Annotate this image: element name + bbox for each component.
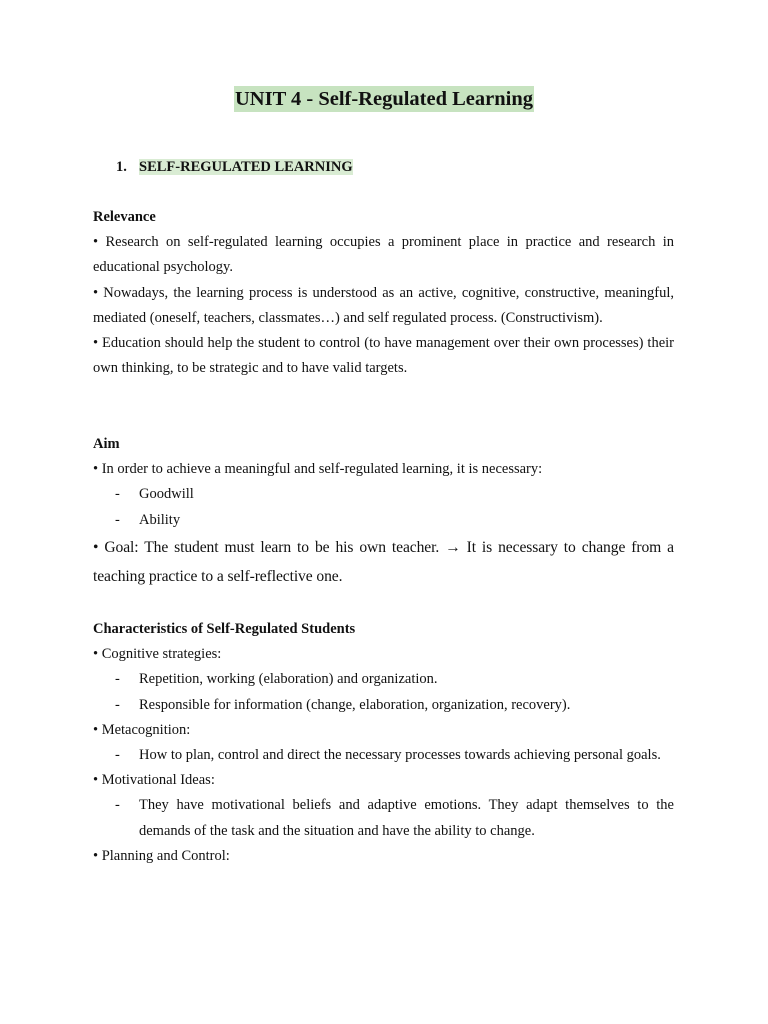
motivational-label: • Motivational Ideas: [93,772,215,789]
section-label: SELF-REGULATED LEARNING [139,159,353,175]
aim-intro: • In order to achieve a meaningful and self-regulated learning, it is necessary: [93,461,543,478]
dash-marker: - [115,696,120,713]
page-title: UNIT 4 - Self-Regulated Learning [234,88,533,110]
relevance-heading: Relevance [93,209,156,225]
dash-marker: - [115,486,120,503]
metacognition-item-1 [93,743,674,768]
aim-section [93,432,674,591]
dash-marker: - [115,797,120,814]
title-container [0,86,768,112]
metacognition-label: • Metacognition: [93,721,191,738]
planning-label: • Planning and Control: [93,847,230,864]
aim-heading: Aim [93,436,120,452]
aim-list-text: Ability [139,511,181,528]
characteristics-heading: Characteristics of Self-Regulated Students [93,621,356,637]
dash-marker: - [115,671,120,688]
aim-list-item-2 [93,508,674,533]
cognitive-item-text: Responsible for information (change, elaboration, organization, recovery). [139,696,571,713]
motivational-item-text: They have motivational beliefs and adaptive emotions. They adapt themselves to the demands of the task and the situation and have the ability to change. [139,797,674,839]
section-heading [116,156,353,178]
aim-list-text: Goodwill [139,486,194,503]
metacognition-item-text: How to plan, control and direct the necessary processes towards achieving personal goals. [139,747,661,764]
section-number: 1. [116,159,127,175]
aim-goal: • Goal: The student must learn to be his own teacher. → It is necessary to change from a teaching practice to a self-reflective one. [93,538,674,585]
cognitive-item-text: Repetition, working (elaboration) and organization. [139,671,438,688]
cognitive-item-1 [93,667,674,692]
characteristics-section [93,617,674,869]
motivational-item-1 [93,793,674,843]
aim-list-item-1 [93,482,674,507]
cognitive-item-2 [93,693,674,718]
relevance-item-1: • Research on self-regulated learning occupies a prominent place in practice and research in educational psychology. [93,234,674,276]
cognitive-label: • Cognitive strategies: [93,646,222,663]
dash-marker: - [115,511,120,528]
dash-marker: - [115,747,120,764]
relevance-item-2: • Nowadays, the learning process is understood as an active, cognitive, constructive, meaningful, mediated (oneself, teachers, classmates…) and self regulated process. (Constructivism). [93,284,674,326]
relevance-item-3: • Education should help the student to control (to have management over their own processes) their own thinking, to be strategic and to have valid targets. [93,335,674,377]
relevance-section [93,205,674,381]
